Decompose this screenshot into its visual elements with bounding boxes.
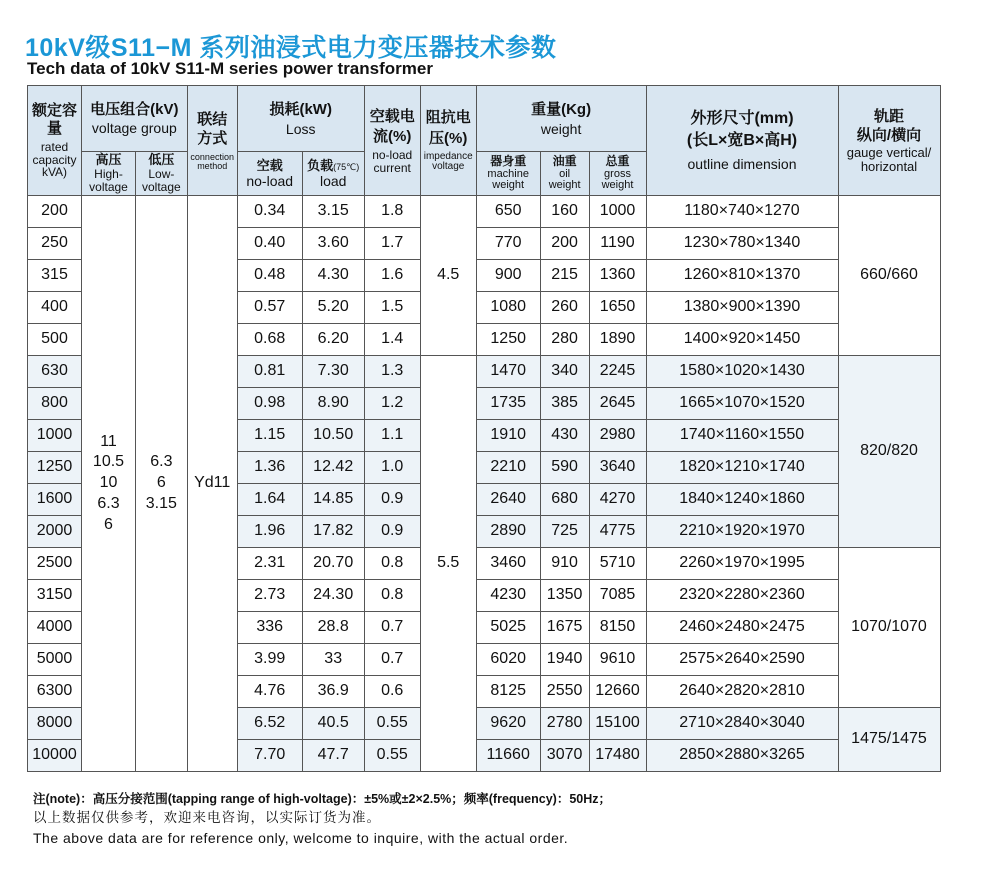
header-current: [364, 86, 420, 196]
header-dimension: [646, 86, 838, 196]
cell-capacity: 630: [28, 356, 82, 388]
cell-gross-weight: 7085: [589, 580, 646, 612]
cell-oil-weight: 260: [540, 292, 589, 324]
cell-gross-weight: 15100: [589, 708, 646, 740]
header-impedance: [420, 86, 476, 196]
cell-noload-loss: 0.48: [237, 260, 302, 292]
cell-noload-current: 0.7: [364, 644, 420, 676]
note-reference-cn: 以上数据仅供参考，欢迎来电咨询，以实际订货为准。: [33, 810, 381, 826]
cell-dimension: 2710×2840×3040: [646, 708, 838, 740]
cell-capacity: 6300: [28, 676, 82, 708]
header-low-cn: 低压: [148, 152, 175, 168]
cell-dimension: 1260×810×1370: [646, 260, 838, 292]
cell-dimension: 2850×2880×3265: [646, 740, 838, 772]
cell-load-loss: 10.50: [302, 420, 364, 452]
cell-noload-loss: 0.81: [237, 356, 302, 388]
cell-machine-weight: 9620: [476, 708, 540, 740]
header-connection: [187, 86, 237, 196]
low-voltage-list: [136, 452, 187, 514]
cell-noload-current: 1.0: [364, 452, 420, 484]
cell-impedance: 5.5: [420, 356, 476, 772]
cell-gross-weight: 8150: [589, 612, 646, 644]
cell-gross-weight: 2980: [589, 420, 646, 452]
cell-load-loss: 20.70: [302, 548, 364, 580]
cell-dimension: 2260×1970×1995: [646, 548, 838, 580]
high-voltage-list: [82, 432, 135, 536]
header-load: [302, 152, 364, 196]
cell-machine-weight: 1910: [476, 420, 540, 452]
cell-dimension: 1380×900×1390: [646, 292, 838, 324]
header-connection-en: connection method: [190, 151, 234, 171]
cell-machine-weight: 6020: [476, 644, 540, 676]
cell-machine-weight: 8125: [476, 676, 540, 708]
cell-load-loss: 28.8: [302, 612, 364, 644]
cell-gross-weight: 1360: [589, 260, 646, 292]
cell-machine-weight: 2890: [476, 516, 540, 548]
page-title: 10kV级S11−M 系列油浸式电力变压器技术参数: [25, 34, 557, 62]
cell-oil-weight: 1675: [540, 612, 589, 644]
cell-gross-weight: 9610: [589, 644, 646, 676]
cell-machine-weight: 770: [476, 228, 540, 260]
cell-noload-current: 0.9: [364, 484, 420, 516]
cell-noload-loss: 336: [237, 612, 302, 644]
cell-dimension: 2210×1920×1970: [646, 516, 838, 548]
cell-capacity: 400: [28, 292, 82, 324]
header-high-en: High-voltage: [89, 167, 128, 194]
cell-capacity: 10000: [28, 740, 82, 772]
header-noload-en: no-load: [246, 172, 294, 189]
cell-capacity: 315: [28, 260, 82, 292]
cell-gross-weight: 2245: [589, 356, 646, 388]
cell-oil-weight: 680: [540, 484, 589, 516]
cell-noload-loss: 0.34: [237, 196, 302, 228]
header-high-cn: 高压: [95, 152, 122, 168]
cell-load-loss: 33: [302, 644, 364, 676]
high-voltage-value: 10: [99, 474, 118, 492]
cell-capacity: 2000: [28, 516, 82, 548]
cell-oil-weight: 430: [540, 420, 589, 452]
cell-machine-weight: 1470: [476, 356, 540, 388]
header-weight-en: weight: [540, 120, 582, 137]
cell-noload-current: 0.8: [364, 580, 420, 612]
header-weight-cn: 重量(Kg): [531, 100, 592, 118]
cell-machine-weight: 1735: [476, 388, 540, 420]
cell-impedance: 4.5: [420, 196, 476, 356]
header-dimension-en: outline dimension: [687, 155, 797, 172]
cell-noload-loss: 7.70: [237, 740, 302, 772]
cell-oil-weight: 910: [540, 548, 589, 580]
header-gross-en: gross weight: [601, 167, 634, 192]
header-machine-en: machine weight: [487, 167, 529, 192]
cell-gross-weight: 17480: [589, 740, 646, 772]
header-voltage-cn: 电压组合(kV): [90, 101, 179, 119]
header-voltage-en: voltage group: [91, 120, 177, 137]
cell-capacity: 250: [28, 228, 82, 260]
cell-load-loss: 5.20: [302, 292, 364, 324]
cell-dimension: 1400×920×1450: [646, 324, 838, 356]
cell-load-loss: 7.30: [302, 356, 364, 388]
cell-noload-loss: 0.40: [237, 228, 302, 260]
high-voltage-value: 10.5: [92, 453, 125, 471]
cell-gross-weight: 4775: [589, 516, 646, 548]
cell-noload-loss: 0.68: [237, 324, 302, 356]
header-machine-weight: [476, 152, 540, 196]
cell-noload-current: 0.7: [364, 612, 420, 644]
cell-noload-loss: 3.99: [237, 644, 302, 676]
note-reference-en: The above data are for reference only, welcome to inquire, with the actual order.: [33, 829, 569, 846]
cell-oil-weight: 200: [540, 228, 589, 260]
high-voltage-value: 11: [100, 432, 117, 450]
cell-noload-current: 1.8: [364, 196, 420, 228]
cell-machine-weight: 650: [476, 196, 540, 228]
cell-capacity: 800: [28, 388, 82, 420]
cell-noload-loss: 1.36: [237, 452, 302, 484]
cell-noload-loss: 1.96: [237, 516, 302, 548]
cell-load-loss: 6.20: [302, 324, 364, 356]
header-capacity-cn: 额定容量: [31, 102, 77, 138]
cell-oil-weight: 385: [540, 388, 589, 420]
cell-load-loss: 12.42: [302, 452, 364, 484]
header-dimension-sub: (长L×宽B×高H): [686, 132, 798, 150]
notes: [33, 790, 611, 848]
cell-machine-weight: 3460: [476, 548, 540, 580]
cell-gross-weight: 4270: [589, 484, 646, 516]
cell-noload-current: 1.3: [364, 356, 420, 388]
cell-load-loss: 24.30: [302, 580, 364, 612]
cell-noload-current: 0.8: [364, 548, 420, 580]
cell-noload-current: 1.4: [364, 324, 420, 356]
header-high-voltage: [82, 152, 136, 196]
cell-noload-current: 1.6: [364, 260, 420, 292]
cell-noload-current: 1.1: [364, 420, 420, 452]
cell-noload-current: 1.7: [364, 228, 420, 260]
cell-dimension: 1740×1160×1550: [646, 420, 838, 452]
cell-noload-current: 0.55: [364, 708, 420, 740]
note-tapping-range: 注(note)：高压分接范围(tapping range of high-voltage)：±5%或±2×2.5%；频率(frequency)：50Hz；: [33, 792, 612, 806]
cell-high-voltage: [82, 196, 136, 772]
cell-oil-weight: 1350: [540, 580, 589, 612]
cell-capacity: 1600: [28, 484, 82, 516]
cell-load-loss: 4.30: [302, 260, 364, 292]
cell-machine-weight: 2640: [476, 484, 540, 516]
cell-dimension: 1580×1020×1430: [646, 356, 838, 388]
header-gauge-cn2: 纵向/横向: [856, 126, 922, 144]
cell-noload-current: 0.9: [364, 516, 420, 548]
cell-gauge: 1070/1070: [838, 548, 940, 708]
header-weight: [476, 86, 646, 152]
header-dimension-cn: 外形尺寸(mm): [690, 109, 794, 127]
header-gross-cn: 总重: [605, 154, 630, 169]
cell-dimension: 1840×1240×1860: [646, 484, 838, 516]
cell-gross-weight: 1000: [589, 196, 646, 228]
cell-capacity: 200: [28, 196, 82, 228]
cell-load-loss: 3.60: [302, 228, 364, 260]
cell-machine-weight: 5025: [476, 612, 540, 644]
cell-noload-current: 0.55: [364, 740, 420, 772]
cell-capacity: 3150: [28, 580, 82, 612]
cell-dimension: 1180×740×1270: [646, 196, 838, 228]
cell-noload-current: 0.6: [364, 676, 420, 708]
header-current-en: no-load current: [372, 148, 413, 175]
cell-noload-loss: 0.98: [237, 388, 302, 420]
header-oil-weight: [540, 152, 589, 196]
header-load-temp: (75℃): [333, 161, 360, 172]
cell-gross-weight: 3640: [589, 452, 646, 484]
cell-noload-loss: 1.64: [237, 484, 302, 516]
cell-machine-weight: 900: [476, 260, 540, 292]
cell-oil-weight: 215: [540, 260, 589, 292]
cell-dimension: 2460×2480×2475: [646, 612, 838, 644]
cell-machine-weight: 1080: [476, 292, 540, 324]
cell-connection: Yd11: [187, 196, 237, 772]
cell-capacity: 5000: [28, 644, 82, 676]
cell-dimension: 1820×1210×1740: [646, 452, 838, 484]
cell-capacity: 4000: [28, 612, 82, 644]
high-voltage-value: 6.3: [97, 494, 120, 512]
cell-noload-loss: 1.15: [237, 420, 302, 452]
cell-oil-weight: 3070: [540, 740, 589, 772]
cell-load-loss: 40.5: [302, 708, 364, 740]
cell-load-loss: 47.7: [302, 740, 364, 772]
header-gauge-cn: 轨距: [873, 107, 904, 125]
cell-oil-weight: 590: [540, 452, 589, 484]
cell-machine-weight: 2210: [476, 452, 540, 484]
header-low-en: Low-voltage: [142, 167, 181, 194]
header-low-voltage: [136, 152, 188, 196]
header-load-cn-text: 负载: [307, 157, 334, 173]
cell-noload-current: 1.2: [364, 388, 420, 420]
cell-oil-weight: 2780: [540, 708, 589, 740]
cell-load-loss: 17.82: [302, 516, 364, 548]
high-voltage-value: 6: [104, 515, 113, 533]
header-voltage: [82, 86, 188, 152]
header-loss-cn: 损耗(kW): [269, 100, 332, 118]
cell-dimension: 1665×1070×1520: [646, 388, 838, 420]
cell-load-loss: 3.15: [302, 196, 364, 228]
header-current-cn: 空载电流(%): [369, 107, 415, 145]
page-subtitle: Tech data of 10kV S11-M series power transformer: [27, 59, 433, 78]
header-load-en: load: [319, 172, 347, 189]
header-noload: [237, 152, 302, 196]
cell-oil-weight: 2550: [540, 676, 589, 708]
low-voltage-value: 3.15: [145, 494, 177, 512]
cell-oil-weight: 340: [540, 356, 589, 388]
cell-capacity: 1000: [28, 420, 82, 452]
cell-gross-weight: 1890: [589, 324, 646, 356]
cell-gross-weight: 2645: [589, 388, 646, 420]
cell-gross-weight: 1650: [589, 292, 646, 324]
cell-noload-loss: 4.76: [237, 676, 302, 708]
header-gross-weight: [589, 152, 646, 196]
cell-capacity: 500: [28, 324, 82, 356]
cell-noload-loss: 6.52: [237, 708, 302, 740]
cell-machine-weight: 11660: [476, 740, 540, 772]
cell-dimension: 2575×2640×2590: [646, 644, 838, 676]
header-capacity: [28, 86, 82, 196]
cell-low-voltage: [136, 196, 188, 772]
header-loss-en: Loss: [285, 120, 316, 137]
header-oil-en: oil weight: [548, 167, 581, 192]
cell-gross-weight: 1190: [589, 228, 646, 260]
cell-gross-weight: 5710: [589, 548, 646, 580]
header-gauge-en: gauge vertical/ horizontal: [846, 145, 932, 174]
cell-machine-weight: 4230: [476, 580, 540, 612]
cell-noload-loss: 0.57: [237, 292, 302, 324]
header-oil-cn: 油重: [552, 154, 577, 169]
cell-gauge: 660/660: [838, 196, 940, 356]
cell-dimension: 1230×780×1340: [646, 228, 838, 260]
tech-data-table: [27, 85, 941, 772]
cell-oil-weight: 280: [540, 324, 589, 356]
header-impedance-cn: 阻抗电压(%): [425, 109, 471, 147]
header-capacity-en: rated capacity kVA): [32, 140, 77, 180]
header-load-cn: [303, 159, 364, 174]
cell-machine-weight: 1250: [476, 324, 540, 356]
cell-oil-weight: 1940: [540, 644, 589, 676]
low-voltage-value: 6.3: [150, 453, 173, 471]
cell-oil-weight: 160: [540, 196, 589, 228]
cell-oil-weight: 725: [540, 516, 589, 548]
header-machine-cn: 器身重: [490, 154, 527, 169]
header-loss: [237, 86, 364, 152]
cell-capacity: 2500: [28, 548, 82, 580]
cell-capacity: 1250: [28, 452, 82, 484]
header-noload-cn: 空载: [256, 157, 283, 173]
cell-gauge: 1475/1475: [838, 708, 940, 772]
header-connection-cn: 联结方式: [197, 110, 228, 148]
cell-capacity: 8000: [28, 708, 82, 740]
cell-noload-loss: 2.31: [237, 548, 302, 580]
cell-gross-weight: 12660: [589, 676, 646, 708]
cell-load-loss: 36.9: [302, 676, 364, 708]
table-row: [28, 196, 941, 228]
cell-load-loss: 14.85: [302, 484, 364, 516]
cell-gauge: 820/820: [838, 356, 940, 548]
cell-load-loss: 8.90: [302, 388, 364, 420]
cell-noload-loss: 2.73: [237, 580, 302, 612]
header-impedance-en: impedance voltage: [423, 150, 473, 173]
header-gauge: [838, 86, 940, 196]
cell-noload-current: 1.5: [364, 292, 420, 324]
cell-dimension: 2640×2820×2810: [646, 676, 838, 708]
cell-dimension: 2320×2280×2360: [646, 580, 838, 612]
low-voltage-value: 6: [156, 474, 166, 492]
